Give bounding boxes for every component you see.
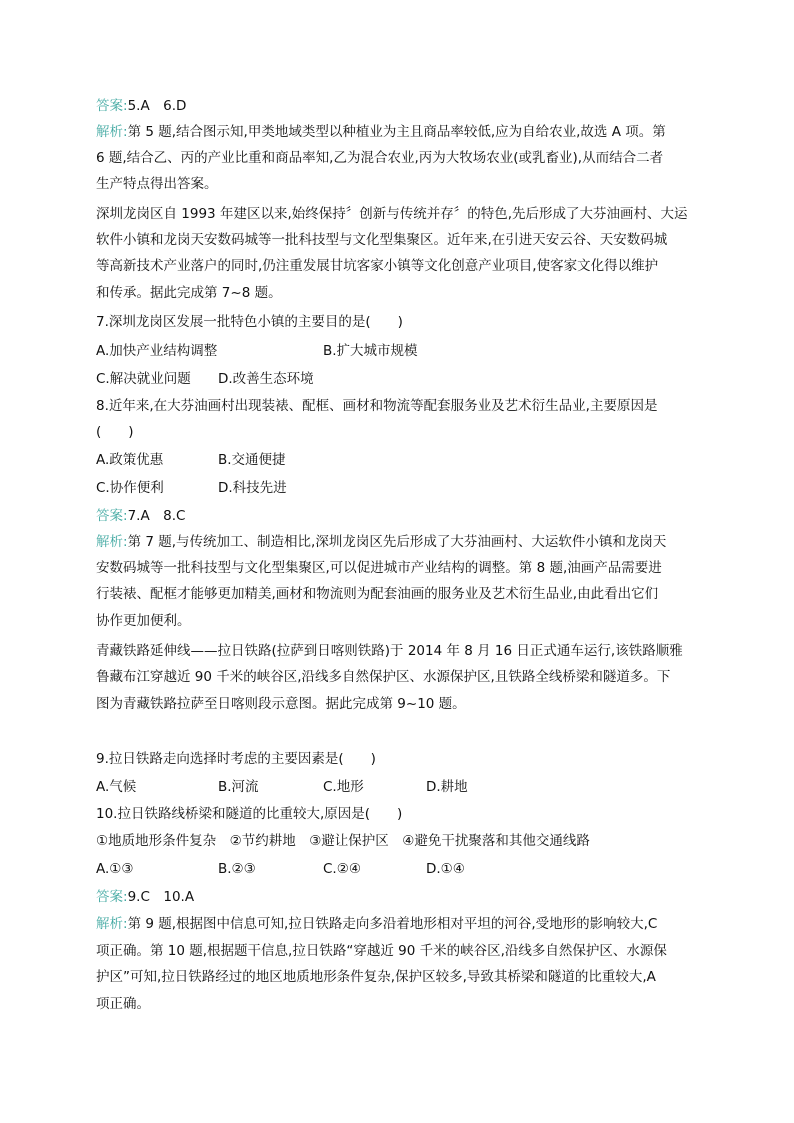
passage-text: 软件小镇和龙岗天安数码城等一批科技型与文化型集聚区。近年来,在引进天安云谷、天安数码城 <box>96 232 668 248</box>
option-b[interactable]: B.②③ <box>218 861 256 877</box>
statement-list: ①地质地形条件复杂 ②节约耕地 ③避让保护区 ④避免干扰聚落和其他交通线路 <box>96 833 590 849</box>
analysis-text: 第 7 题,与传统加工、制造相比,深圳龙岗区先后形成了大芬油画村、大运软件小镇和龙岗天 <box>127 534 667 550</box>
option-a[interactable]: A.加快产业结构调整 <box>96 343 218 359</box>
answer-label: 答案: <box>96 889 128 905</box>
question-stem-paren: ( ) <box>96 424 134 440</box>
passage-text: 和传承。据此完成第 7~8 题。 <box>96 285 282 301</box>
option-a[interactable]: A.气候 <box>96 779 137 795</box>
question-stem: 9.拉日铁路走向选择时考虑的主要因素是( ) <box>96 751 376 767</box>
answer-value: 7.A 8.C <box>127 508 186 524</box>
option-d[interactable]: D.科技先进 <box>218 480 287 496</box>
analysis-label: 解析: <box>96 124 128 140</box>
answer-line-3 <box>96 888 194 906</box>
analysis-text: 第 9 题,根据图中信息可知,拉日铁路走向多沿着地形相对平坦的河谷,受地形的影响较大,C <box>127 916 658 932</box>
option-a[interactable]: A.政策优惠 <box>96 452 164 468</box>
analysis-label: 解析: <box>96 916 128 932</box>
option-a[interactable]: A.①③ <box>96 861 134 877</box>
answer-label: 答案: <box>96 98 128 114</box>
option-c[interactable]: C.地形 <box>323 779 364 795</box>
passage-text: 等高新技术产业落户的同时,仍注重发展甘坑客家小镇等文化创意产业项目,使客家文化得以维护 <box>96 258 659 274</box>
analysis-text: 安数码城等一批科技型与文化型集聚区,可以促进城市产业结构的调整。第 8 题,油画产品需要进 <box>96 560 662 576</box>
passage-text: 图为青藏铁路拉萨至日喀则段示意图。据此完成第 9~10 题。 <box>96 696 466 712</box>
option-c[interactable]: C.解决就业问题 <box>96 371 191 387</box>
answer-value: 9.C 10.A <box>127 889 195 905</box>
analysis-line <box>96 123 666 141</box>
answer-value: 5.A 6.D <box>127 98 187 114</box>
analysis-text: 生产特点得出答案。 <box>96 176 218 192</box>
passage-text: 鲁藏布江穿越近 90 千米的峡谷区,沿线多自然保护区、水源保护区,且铁路全线桥梁和隧道多。下 <box>96 669 671 685</box>
analysis-line <box>96 533 666 551</box>
answer-line-1 <box>96 97 186 115</box>
option-d[interactable]: D.①④ <box>426 861 465 877</box>
question-stem: 8.近年来,在大芬油画村出现装裱、配框、画材和物流等配套服务业及艺术衍生品业,主要原因是 <box>96 398 658 414</box>
passage-text: 深圳龙岗区自 1993 年建区以来,始终保持〞创新与传统并存〞的特色,先后形成了大芬油画村、大运 <box>96 206 688 222</box>
analysis-text: 行装裱、配框才能够更加精美,画材和物流则为配套油画的服务业及艺术衍生品业,由此看出它们 <box>96 586 659 602</box>
option-c[interactable]: C.②④ <box>323 861 361 877</box>
option-b[interactable]: B.交通便捷 <box>218 452 286 468</box>
analysis-label: 解析: <box>96 534 128 550</box>
analysis-line <box>96 915 657 933</box>
answer-line-2 <box>96 507 186 525</box>
analysis-text: 护区”可知,拉日铁路经过的地区地质地形条件复杂,保护区较多,导致其桥梁和隧道的比重较大,A <box>96 969 656 985</box>
analysis-text: 6 题,结合乙、丙的产业比重和商品率知,乙为混合农业,丙为大牧场农业(或乳畜业),从而结合二者 <box>96 150 664 166</box>
passage-text: 青藏铁路延伸线——拉日铁路(拉萨到日喀则铁路)于 2014 年 8 月 16 日正式通车运行,该铁路顺雅 <box>96 643 683 659</box>
analysis-text: 项正确。 <box>96 996 150 1012</box>
question-stem: 10.拉日铁路线桥梁和隧道的比重较大,原因是( ) <box>96 806 403 822</box>
option-d[interactable]: D.改善生态环境 <box>218 371 314 387</box>
analysis-text: 第 5 题,结合图示知,甲类地域类型以种植业为主且商品率较低,应为自给农业,故选 A 项。第 <box>127 124 666 140</box>
option-d[interactable]: D.耕地 <box>426 779 468 795</box>
option-b[interactable]: B.河流 <box>218 779 259 795</box>
option-b[interactable]: B.扩大城市规模 <box>323 343 418 359</box>
answer-label: 答案: <box>96 508 128 524</box>
analysis-text: 协作更加便利。 <box>96 613 191 629</box>
question-stem: 7.深圳龙岗区发展一批特色小镇的主要目的是( ) <box>96 314 403 330</box>
analysis-text: 项正确。第 10 题,根据题干信息,拉日铁路“穿越近 90 千米的峡谷区,沿线多自然保护区、水源保 <box>96 943 667 959</box>
option-c[interactable]: C.协作便利 <box>96 480 164 496</box>
